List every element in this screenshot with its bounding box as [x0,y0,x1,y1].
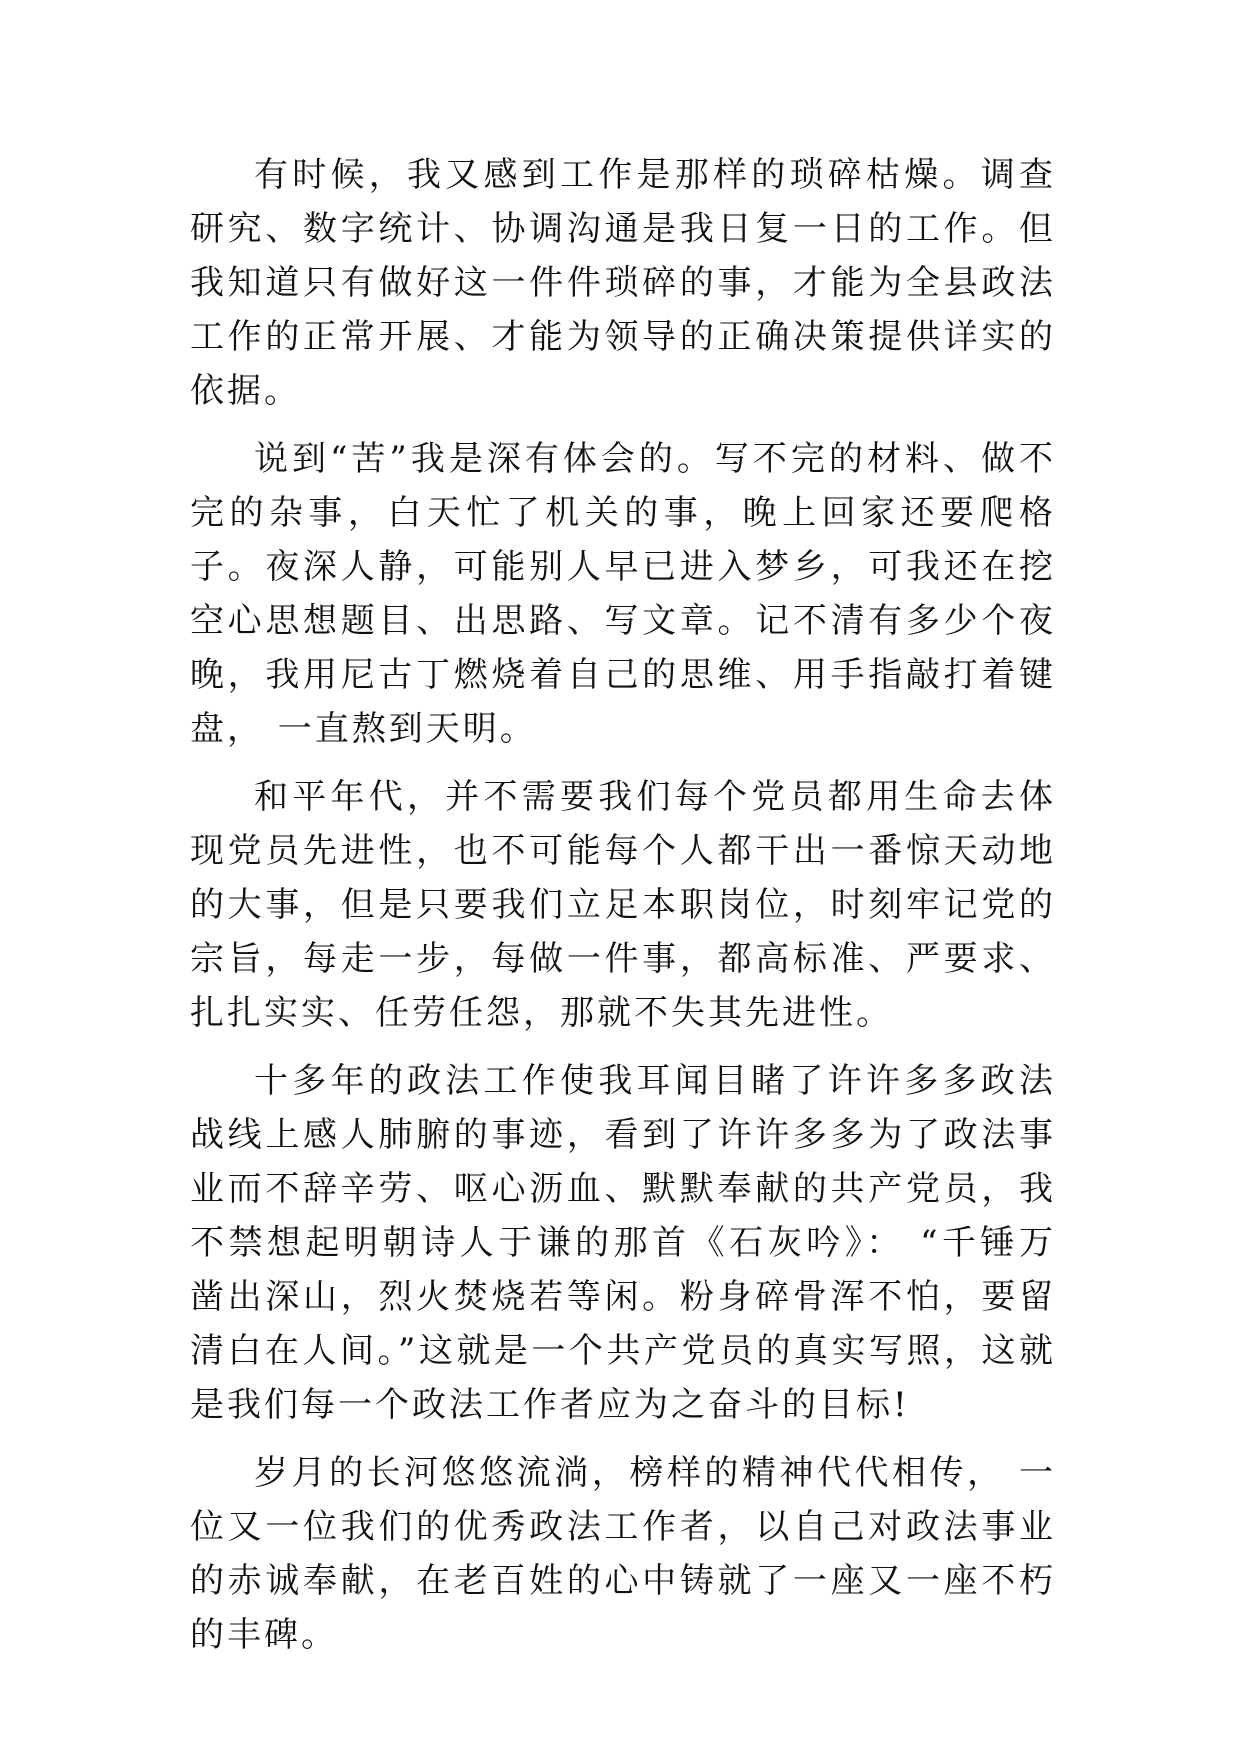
document-body [190,148,1056,1676]
paragraph-1: 有时候，我又感到工作是那样的琐碎枯燥。调查研究、数字统计、协调沟通是我日复一日的工作。但我知道只有做好这一件件琐碎的事，才能为全县政法工作的正常开展、才能为领导的正确决策提供详实的依据。 [190,155,1056,411]
paragraph-4: 十多年的政法工作使我耳闻目睹了许许多多政法战线上感人肺腑的事迹，看到了许许多多为了政法事业而不辞辛劳、呕心沥血、默默奉献的共产党员，我不禁想起明朝诗人于谦的那首《石灰吟》： “千锤万凿出深山，烈火焚烧若等闲。粉身碎骨浑不怕，要留清白在人间。”这就是一个共产党员的真实写照，这就是我们每一个政法工作者应为之奋斗的目标! [190,1061,1056,1425]
paragraph-5: 岁月的长河悠悠流淌，榜样的精神代代相传， 一位又一位我们的优秀政法工作者，以自己对政法事业的赤诚奉献，在老百姓的心中铸就了一座又一座不朽的丰碑。 [190,1453,1056,1655]
paragraph-2: 说到“苦”我是深有体会的。写不完的材料、做不完的杂事，白天忙了机关的事，晚上回家还要爬格子。夜深人静，可能别人早已进入梦乡，可我还在挖空心思想题目、出思路、写文章。记不清有多少个夜晚，我用尼古丁燃烧着自己的思维、用手指敲打着键盘， 一直熬到天明。 [190,439,1056,749]
paragraph-3: 和平年代，并不需要我们每个党员都用生命去体现党员先进性，也不可能每个人都干出一番惊天动地的大事，但是只要我们立足本职岗位，时刻牢记党的宗旨，每走一步，每做一件事，都高标准、严要求、扎扎实实、任劳任怨，那就不失其先进性。 [190,777,1056,1033]
